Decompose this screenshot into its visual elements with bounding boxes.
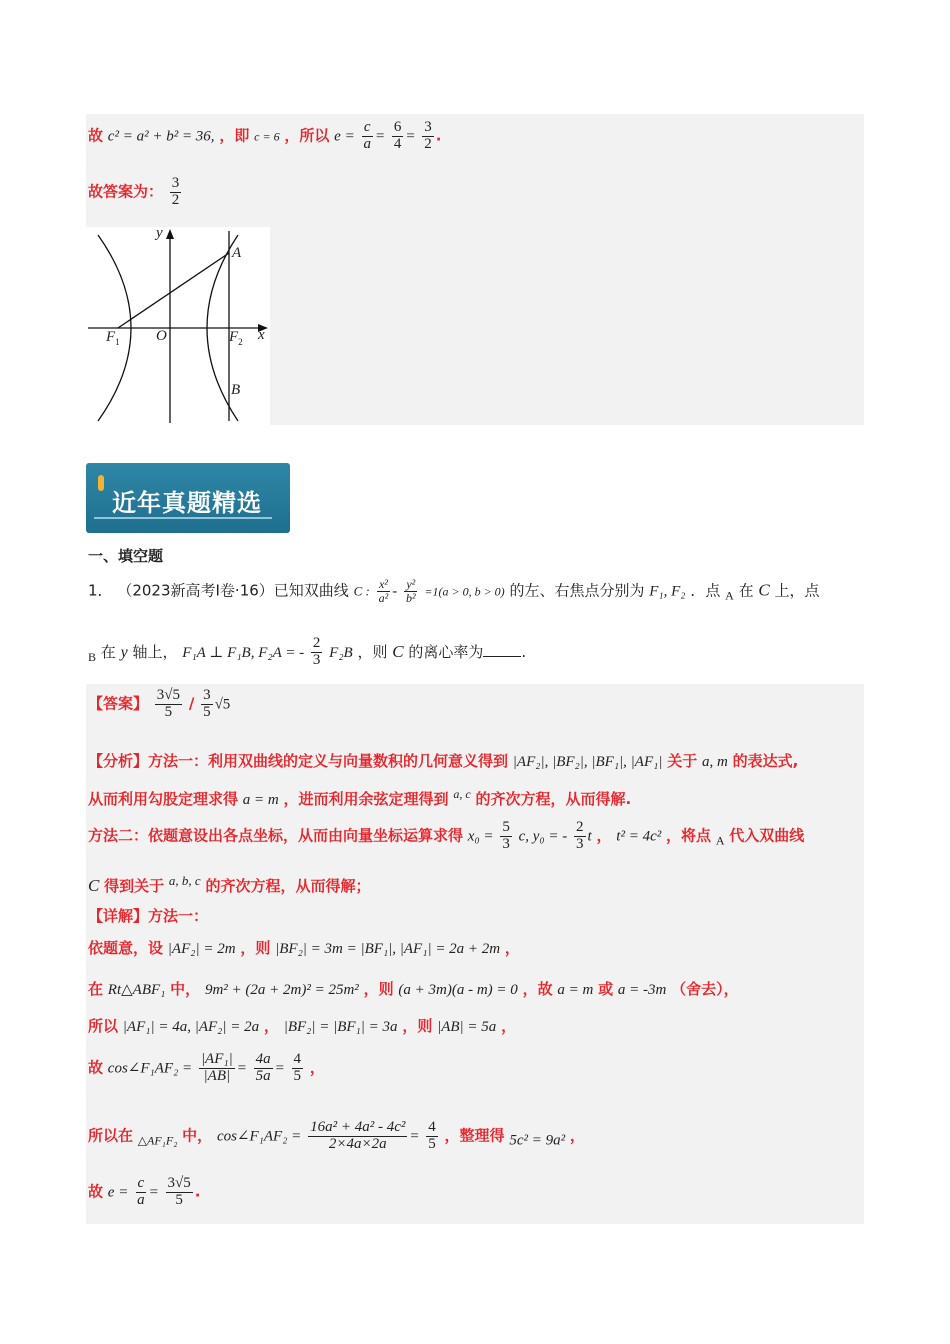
math: |AB| = 5a: [437, 1019, 497, 1035]
answer-blank: [483, 642, 521, 657]
text: 依题意，设: [88, 939, 164, 957]
analysis-line-2: [88, 787, 631, 809]
text: ，: [309, 1058, 325, 1077]
text: 故: [88, 126, 104, 145]
problem-number: 1．: [88, 581, 113, 600]
text: 在: [100, 642, 116, 661]
math: e =: [334, 128, 355, 145]
text: 代入双曲线: [729, 826, 805, 845]
focus-F2-label: $F_2$: [229, 329, 243, 347]
text: ，即: [219, 126, 250, 145]
fraction: $\frac{4a}{5a}$: [255, 1051, 271, 1084]
analysis-line-1: [88, 750, 798, 771]
text: ，则: [357, 642, 388, 661]
math: cos∠F₁AF₂ =: [216, 1128, 302, 1145]
fraction: $\frac{c}{a}$: [137, 1175, 145, 1208]
y-axis-label: y: [156, 225, 163, 241]
fraction: $\frac{4}{5}$: [293, 1051, 302, 1084]
math: y: [120, 643, 128, 661]
math: (a + 3m)(a - m) = 0: [398, 982, 518, 998]
banner-inner: [94, 473, 272, 519]
text: ，所以: [284, 126, 330, 145]
fraction: $\frac{\text{16a² + 4a² - 4c²}}{2\times 4a\times 2a}$: [310, 1119, 406, 1152]
text: ，: [504, 939, 520, 957]
fraction: $\frac{c}{a}$: [363, 119, 371, 152]
problem-source: （2023新高考Ⅰ卷·16）已知双曲线: [117, 581, 349, 600]
fraction: $\frac{6}{4}$: [393, 119, 402, 152]
math: Rt△ABF₁: [107, 982, 166, 998]
math: |BF₂| = |BF₁| = 3a: [283, 1019, 398, 1035]
math: F₁, F₂: [649, 583, 686, 600]
text: 得到关于: [104, 877, 165, 895]
fraction: $\frac{2}{3}$: [576, 819, 584, 852]
detail-line-6: 故 e = $\frac{c}{a}$ = $\frac{3√5}{5}$ .: [88, 1175, 201, 1208]
text: ．点: [690, 581, 721, 600]
analysis-line-3: [88, 820, 804, 853]
banner-tag-icon: [98, 475, 104, 491]
analysis-label: 【分析】方法一：利用双曲线的定义与向量数积的几何意义得到: [88, 752, 509, 770]
fraction: $\frac{2}{3}$: [312, 635, 321, 668]
text: .: [194, 1182, 201, 1201]
math: a, b, c: [168, 873, 201, 888]
text: ，: [596, 826, 612, 845]
math: |AF₂|, |BF₂|, |BF₁|, |AF₁|: [512, 754, 663, 770]
math: F₁A ⊥ F₁B, F₂A = -: [182, 644, 305, 661]
text: ，则: [402, 1017, 433, 1035]
text: ，整理得: [444, 1126, 505, 1145]
math: C: [88, 876, 100, 895]
solution-line-1: 故 c² = a² + b² = 36, ，即 c = 6 ，所以 e = $\frac{c}{a}$ = $\frac{6}{4}$ = $\frac{3}{2}$ .: [88, 119, 442, 152]
text: 上，点: [774, 581, 820, 600]
analysis-line-4: [88, 873, 371, 896]
math: a, m: [702, 754, 728, 770]
detail-label: 【详解】方法一：: [88, 907, 209, 925]
math: c, y₀ = -: [518, 828, 568, 845]
math: B: [88, 649, 97, 664]
math: A: [715, 833, 725, 848]
text: 所以在: [88, 1126, 134, 1145]
fraction: $\frac{\text{y²}}{\text{b²}}$: [406, 577, 416, 605]
math: t² = 4c²: [616, 828, 662, 845]
banner-title: 近年真题精选: [112, 489, 262, 517]
text: 的齐次方程，从而得解；: [205, 877, 371, 895]
math: |AF₁| = 4a, |AF₂| = 2a: [122, 1019, 260, 1035]
math: a, c: [453, 787, 471, 801]
text: ，则: [363, 980, 394, 998]
text: 从而利用勾股定理求得: [88, 790, 239, 808]
fraction: $\frac{4}{5}$: [428, 1119, 436, 1152]
focus-F1-label: $F_1$: [106, 329, 120, 347]
point-B-label: B: [231, 382, 241, 398]
text: 方法二：依题意设出各点坐标，从而由向量坐标运算求得: [88, 826, 464, 845]
text: 关于: [667, 752, 698, 770]
text: ，则: [240, 939, 271, 957]
detail-line-1: [88, 937, 520, 958]
text: 中，: [170, 980, 201, 998]
math: x₀ =: [467, 828, 494, 845]
text: 故: [88, 1058, 104, 1077]
text: 轴上，: [132, 642, 178, 661]
text: 所以: [88, 1017, 119, 1035]
text: 在: [738, 581, 754, 600]
fraction: $\frac{3}{5}$: [203, 687, 211, 720]
math: e =: [107, 1184, 129, 1201]
fraction: $\frac{3√5}{5}$: [156, 687, 181, 720]
x-axis-label: x: [258, 327, 265, 343]
answer-label: 【答案】: [88, 694, 149, 713]
math: t: [587, 828, 592, 845]
math: |BF₂| = 3m = |BF₁|, |AF₁| = 2a + 2m: [275, 941, 501, 957]
math: 9m² + (2a + 2m)² = 25m²: [204, 982, 359, 998]
math: a = m: [242, 792, 279, 808]
problem-line-1: 1． （2023新高考Ⅰ卷·16）已知双曲线 C : $\frac{\text{x²}}{\text{a²}}$ - $\frac{\text{y²}}{\text{b²}}$ =1(a > 0, b > 0) 的左、右焦点分别为 F₁, F₂ ．点 $_A$ 在 C 上，点: [88, 577, 820, 605]
math: a = m: [557, 982, 594, 998]
math: 5c² = 9a²: [509, 1132, 566, 1149]
separator: /: [188, 694, 195, 713]
text: 或: [598, 980, 614, 998]
text: ，故: [522, 980, 553, 998]
math: |AF₂| = 2m: [167, 941, 236, 957]
text: ，进而利用余弦定理得到: [283, 790, 449, 808]
answer-label: 故答案为：: [88, 182, 164, 201]
detail-line-5: 所以在 $_{\triangle AF_1F_2}$ 中， cos∠F₁AF₂ = $\frac{\text{16a² + 4a² - 4c²}}{2\times 4a\times 2a}$ = $\frac{4}{5}$ ，整理得 5c² = 9a² ，: [88, 1119, 585, 1152]
detail-line-3: [88, 1015, 516, 1036]
fraction: $\frac{\text{x²}}{\text{a²}}$: [378, 577, 389, 605]
math: F₂B: [329, 644, 353, 661]
math: c = 6: [254, 129, 280, 144]
fraction: $\frac{3}{2}$: [424, 119, 432, 152]
math: a = -3m: [617, 982, 667, 998]
math: A: [725, 588, 734, 603]
text: 的离心率为: [408, 642, 484, 661]
math: √5: [214, 696, 231, 713]
math: C: [758, 580, 770, 600]
math: c² = a² + b² = 36,: [107, 128, 215, 145]
fraction: $\frac{3√5}{5}$: [167, 1175, 191, 1208]
fraction: $\frac{3}{2}$: [171, 175, 180, 208]
text: 故: [88, 1182, 104, 1201]
text: .: [521, 642, 527, 661]
point-A-label: A: [232, 245, 242, 261]
origin-label: O: [156, 328, 167, 344]
problem-line-2: [88, 636, 526, 669]
text: 的齐次方程，从而得解.: [475, 790, 632, 808]
solution-line-2: [88, 176, 183, 209]
text: ，将点: [666, 826, 712, 845]
section-heading: 一、填空题: [88, 547, 164, 565]
detail-label-line: [88, 905, 208, 926]
section-banner: [86, 463, 290, 533]
math: =1(a > 0, b > 0): [424, 584, 505, 599]
answer-line: [88, 688, 230, 721]
y-axis-arrow: [166, 229, 174, 239]
text: 在: [88, 980, 104, 998]
text: ，: [569, 1126, 585, 1145]
detail-line-4: 故 cos∠F₁AF₂ = $\frac{\text{|AF₁|}}{|AB|}$ = $\frac{4a}{5a}$ = $\frac{4}{5}$ ，: [88, 1051, 325, 1084]
math: C: [392, 641, 404, 661]
fraction: $\frac{\text{|AF₁|}}{|AB|}$: [200, 1051, 233, 1084]
text: ，: [501, 1017, 517, 1035]
math: cos∠F₁AF₂ =: [107, 1060, 193, 1077]
text: 的左、右焦点分别为: [509, 581, 645, 600]
text: ，: [263, 1017, 279, 1035]
text: 的表达式,: [732, 752, 799, 770]
detail-line-2: [88, 978, 739, 999]
math: C :: [353, 583, 370, 599]
math: △AF₁F₂: [137, 1133, 178, 1148]
text: （舍去），: [671, 980, 739, 998]
hyperbola-graph: [86, 227, 270, 425]
text: 中，: [182, 1126, 213, 1145]
fraction: $\frac{5}{3}$: [502, 819, 510, 852]
